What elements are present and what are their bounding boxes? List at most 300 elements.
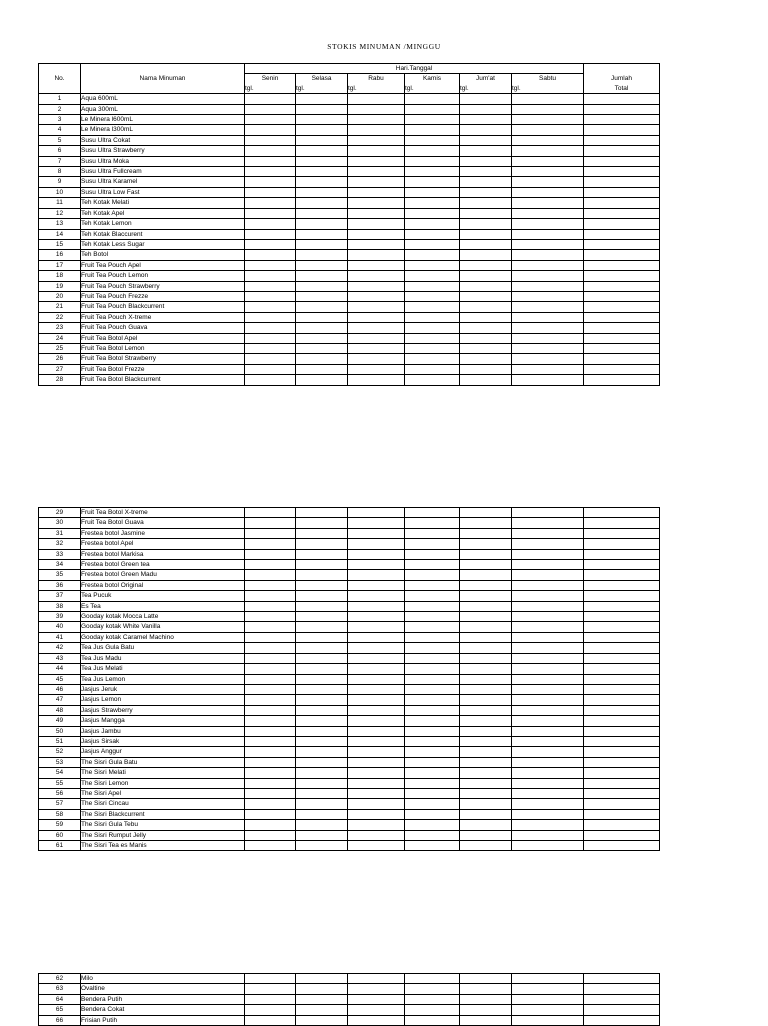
stock-cell[interactable]: [296, 684, 348, 694]
stock-cell[interactable]: [296, 539, 348, 549]
stock-cell[interactable]: [460, 591, 512, 601]
stock-cell[interactable]: [296, 570, 348, 580]
stock-cell[interactable]: [245, 768, 296, 778]
stock-cell[interactable]: [296, 560, 348, 570]
stock-cell[interactable]: [348, 312, 405, 322]
stock-cell[interactable]: [245, 612, 296, 622]
stock-cell[interactable]: [245, 830, 296, 840]
stock-cell[interactable]: [460, 612, 512, 622]
stock-cell[interactable]: [512, 508, 584, 518]
stock-cell[interactable]: [460, 695, 512, 705]
stock-cell[interactable]: [512, 560, 584, 570]
stock-cell[interactable]: [245, 994, 296, 1004]
stock-cell[interactable]: [460, 219, 512, 229]
stock-cell[interactable]: [296, 364, 348, 374]
stock-cell[interactable]: [296, 198, 348, 208]
stock-cell[interactable]: [460, 343, 512, 353]
total-cell[interactable]: [584, 601, 660, 611]
stock-cell[interactable]: [460, 156, 512, 166]
stock-cell[interactable]: [245, 841, 296, 851]
total-cell[interactable]: [584, 302, 660, 312]
stock-cell[interactable]: [512, 820, 584, 830]
stock-cell[interactable]: [405, 684, 460, 694]
stock-cell[interactable]: [405, 250, 460, 260]
stock-cell[interactable]: [405, 146, 460, 156]
total-cell[interactable]: [584, 622, 660, 632]
stock-cell[interactable]: [460, 684, 512, 694]
total-cell[interactable]: [584, 560, 660, 570]
stock-cell[interactable]: [245, 539, 296, 549]
stock-cell[interactable]: [348, 528, 405, 538]
stock-cell[interactable]: [512, 716, 584, 726]
stock-cell[interactable]: [512, 333, 584, 343]
stock-cell[interactable]: [405, 260, 460, 270]
total-cell[interactable]: [584, 1005, 660, 1015]
total-cell[interactable]: [584, 354, 660, 364]
stock-cell[interactable]: [405, 716, 460, 726]
stock-cell[interactable]: [296, 177, 348, 187]
total-cell[interactable]: [584, 747, 660, 757]
stock-cell[interactable]: [405, 281, 460, 291]
stock-cell[interactable]: [348, 570, 405, 580]
stock-cell[interactable]: [348, 716, 405, 726]
total-cell[interactable]: [584, 768, 660, 778]
stock-cell[interactable]: [245, 674, 296, 684]
stock-cell[interactable]: [245, 291, 296, 301]
total-cell[interactable]: [584, 333, 660, 343]
stock-cell[interactable]: [405, 664, 460, 674]
stock-cell[interactable]: [512, 104, 584, 114]
total-cell[interactable]: [584, 778, 660, 788]
stock-cell[interactable]: [460, 135, 512, 145]
stock-cell[interactable]: [460, 643, 512, 653]
stock-cell[interactable]: [405, 1005, 460, 1015]
stock-cell[interactable]: [512, 219, 584, 229]
stock-cell[interactable]: [405, 177, 460, 187]
stock-cell[interactable]: [512, 187, 584, 197]
stock-cell[interactable]: [296, 757, 348, 767]
stock-cell[interactable]: [348, 768, 405, 778]
stock-cell[interactable]: [460, 167, 512, 177]
stock-cell[interactable]: [512, 768, 584, 778]
stock-cell[interactable]: [296, 302, 348, 312]
stock-cell[interactable]: [512, 695, 584, 705]
stock-cell[interactable]: [460, 549, 512, 559]
stock-cell[interactable]: [512, 343, 584, 353]
stock-cell[interactable]: [512, 198, 584, 208]
stock-cell[interactable]: [348, 622, 405, 632]
stock-cell[interactable]: [512, 250, 584, 260]
stock-cell[interactable]: [512, 239, 584, 249]
stock-cell[interactable]: [405, 643, 460, 653]
total-cell[interactable]: [584, 271, 660, 281]
stock-cell[interactable]: [348, 115, 405, 125]
total-cell[interactable]: [584, 841, 660, 851]
stock-cell[interactable]: [245, 187, 296, 197]
stock-cell[interactable]: [405, 674, 460, 684]
stock-cell[interactable]: [245, 125, 296, 135]
stock-cell[interactable]: [348, 354, 405, 364]
stock-cell[interactable]: [512, 260, 584, 270]
stock-cell[interactable]: [460, 312, 512, 322]
total-cell[interactable]: [584, 312, 660, 322]
stock-cell[interactable]: [348, 664, 405, 674]
stock-cell[interactable]: [405, 518, 460, 528]
stock-cell[interactable]: [405, 768, 460, 778]
stock-cell[interactable]: [405, 115, 460, 125]
stock-cell[interactable]: [245, 757, 296, 767]
stock-cell[interactable]: [296, 632, 348, 642]
stock-cell[interactable]: [245, 778, 296, 788]
stock-cell[interactable]: [405, 788, 460, 798]
stock-cell[interactable]: [245, 208, 296, 218]
stock-cell[interactable]: [245, 271, 296, 281]
stock-cell[interactable]: [296, 622, 348, 632]
stock-cell[interactable]: [512, 549, 584, 559]
stock-cell[interactable]: [512, 94, 584, 104]
stock-cell[interactable]: [460, 375, 512, 385]
stock-cell[interactable]: [348, 167, 405, 177]
stock-cell[interactable]: [460, 653, 512, 663]
total-cell[interactable]: [584, 528, 660, 538]
stock-cell[interactable]: [512, 684, 584, 694]
total-cell[interactable]: [584, 820, 660, 830]
stock-cell[interactable]: [460, 716, 512, 726]
stock-cell[interactable]: [245, 1005, 296, 1015]
stock-cell[interactable]: [296, 104, 348, 114]
stock-cell[interactable]: [460, 125, 512, 135]
stock-cell[interactable]: [512, 208, 584, 218]
total-cell[interactable]: [584, 580, 660, 590]
stock-cell[interactable]: [245, 820, 296, 830]
total-cell[interactable]: [584, 705, 660, 715]
stock-cell[interactable]: [296, 528, 348, 538]
stock-cell[interactable]: [245, 239, 296, 249]
stock-cell[interactable]: [245, 146, 296, 156]
stock-cell[interactable]: [405, 757, 460, 767]
stock-cell[interactable]: [245, 364, 296, 374]
total-cell[interactable]: [584, 187, 660, 197]
stock-cell[interactable]: [460, 333, 512, 343]
stock-cell[interactable]: [245, 312, 296, 322]
stock-cell[interactable]: [245, 560, 296, 570]
stock-cell[interactable]: [405, 820, 460, 830]
total-cell[interactable]: [584, 539, 660, 549]
stock-cell[interactable]: [245, 591, 296, 601]
stock-cell[interactable]: [460, 778, 512, 788]
stock-cell[interactable]: [296, 591, 348, 601]
stock-cell[interactable]: [245, 115, 296, 125]
total-cell[interactable]: [584, 125, 660, 135]
stock-cell[interactable]: [296, 747, 348, 757]
stock-cell[interactable]: [348, 146, 405, 156]
stock-cell[interactable]: [245, 260, 296, 270]
stock-cell[interactable]: [512, 539, 584, 549]
stock-cell[interactable]: [460, 518, 512, 528]
total-cell[interactable]: [584, 94, 660, 104]
stock-cell[interactable]: [348, 705, 405, 715]
stock-cell[interactable]: [460, 187, 512, 197]
stock-cell[interactable]: [460, 799, 512, 809]
stock-cell[interactable]: [512, 601, 584, 611]
stock-cell[interactable]: [405, 219, 460, 229]
stock-cell[interactable]: [512, 354, 584, 364]
stock-cell[interactable]: [405, 239, 460, 249]
total-cell[interactable]: [584, 208, 660, 218]
stock-cell[interactable]: [460, 841, 512, 851]
total-cell[interactable]: [584, 830, 660, 840]
stock-cell[interactable]: [512, 177, 584, 187]
stock-cell[interactable]: [296, 653, 348, 663]
stock-cell[interactable]: [348, 1005, 405, 1015]
stock-cell[interactable]: [512, 281, 584, 291]
total-cell[interactable]: [584, 281, 660, 291]
stock-cell[interactable]: [512, 726, 584, 736]
total-cell[interactable]: [584, 736, 660, 746]
stock-cell[interactable]: [405, 580, 460, 590]
stock-cell[interactable]: [348, 778, 405, 788]
total-cell[interactable]: [584, 612, 660, 622]
stock-cell[interactable]: [512, 747, 584, 757]
stock-cell[interactable]: [245, 984, 296, 994]
stock-cell[interactable]: [245, 799, 296, 809]
stock-cell[interactable]: [296, 768, 348, 778]
stock-cell[interactable]: [245, 94, 296, 104]
stock-cell[interactable]: [460, 239, 512, 249]
stock-cell[interactable]: [348, 757, 405, 767]
stock-cell[interactable]: [348, 601, 405, 611]
stock-cell[interactable]: [460, 994, 512, 1004]
stock-cell[interactable]: [348, 302, 405, 312]
total-cell[interactable]: [584, 198, 660, 208]
stock-cell[interactable]: [296, 695, 348, 705]
stock-cell[interactable]: [245, 632, 296, 642]
stock-cell[interactable]: [245, 250, 296, 260]
stock-cell[interactable]: [348, 994, 405, 1004]
total-cell[interactable]: [584, 788, 660, 798]
stock-cell[interactable]: [348, 643, 405, 653]
stock-cell[interactable]: [296, 726, 348, 736]
stock-cell[interactable]: [296, 291, 348, 301]
stock-cell[interactable]: [348, 135, 405, 145]
total-cell[interactable]: [584, 219, 660, 229]
stock-cell[interactable]: [348, 271, 405, 281]
stock-cell[interactable]: [512, 799, 584, 809]
stock-cell[interactable]: [405, 167, 460, 177]
total-cell[interactable]: [584, 726, 660, 736]
stock-cell[interactable]: [405, 508, 460, 518]
stock-cell[interactable]: [348, 518, 405, 528]
stock-cell[interactable]: [348, 653, 405, 663]
stock-cell[interactable]: [348, 125, 405, 135]
total-cell[interactable]: [584, 994, 660, 1004]
stock-cell[interactable]: [348, 187, 405, 197]
stock-cell[interactable]: [405, 612, 460, 622]
stock-cell[interactable]: [245, 156, 296, 166]
stock-cell[interactable]: [245, 664, 296, 674]
stock-cell[interactable]: [348, 695, 405, 705]
stock-cell[interactable]: [460, 601, 512, 611]
stock-cell[interactable]: [460, 94, 512, 104]
stock-cell[interactable]: [348, 612, 405, 622]
stock-cell[interactable]: [460, 177, 512, 187]
stock-cell[interactable]: [296, 271, 348, 281]
stock-cell[interactable]: [348, 323, 405, 333]
stock-cell[interactable]: [405, 736, 460, 746]
stock-cell[interactable]: [245, 788, 296, 798]
stock-cell[interactable]: [245, 974, 296, 984]
total-cell[interactable]: [584, 291, 660, 301]
stock-cell[interactable]: [405, 778, 460, 788]
stock-cell[interactable]: [296, 994, 348, 1004]
stock-cell[interactable]: [245, 528, 296, 538]
stock-cell[interactable]: [405, 695, 460, 705]
stock-cell[interactable]: [460, 271, 512, 281]
stock-cell[interactable]: [348, 375, 405, 385]
stock-cell[interactable]: [512, 364, 584, 374]
stock-cell[interactable]: [405, 830, 460, 840]
stock-cell[interactable]: [296, 229, 348, 239]
total-cell[interactable]: [584, 974, 660, 984]
stock-cell[interactable]: [348, 539, 405, 549]
stock-cell[interactable]: [348, 684, 405, 694]
stock-cell[interactable]: [512, 788, 584, 798]
stock-cell[interactable]: [405, 747, 460, 757]
stock-cell[interactable]: [296, 312, 348, 322]
stock-cell[interactable]: [296, 643, 348, 653]
stock-cell[interactable]: [512, 323, 584, 333]
total-cell[interactable]: [584, 643, 660, 653]
stock-cell[interactable]: [348, 364, 405, 374]
stock-cell[interactable]: [512, 612, 584, 622]
stock-cell[interactable]: [245, 570, 296, 580]
stock-cell[interactable]: [348, 591, 405, 601]
stock-cell[interactable]: [460, 302, 512, 312]
stock-cell[interactable]: [245, 518, 296, 528]
total-cell[interactable]: [584, 716, 660, 726]
stock-cell[interactable]: [348, 198, 405, 208]
stock-cell[interactable]: [405, 323, 460, 333]
stock-cell[interactable]: [245, 343, 296, 353]
total-cell[interactable]: [584, 674, 660, 684]
stock-cell[interactable]: [348, 788, 405, 798]
total-cell[interactable]: [584, 508, 660, 518]
stock-cell[interactable]: [245, 508, 296, 518]
stock-cell[interactable]: [512, 291, 584, 301]
stock-cell[interactable]: [512, 664, 584, 674]
stock-cell[interactable]: [296, 799, 348, 809]
stock-cell[interactable]: [460, 974, 512, 984]
stock-cell[interactable]: [460, 281, 512, 291]
stock-cell[interactable]: [296, 809, 348, 819]
stock-cell[interactable]: [348, 104, 405, 114]
stock-cell[interactable]: [296, 125, 348, 135]
stock-cell[interactable]: [512, 570, 584, 580]
stock-cell[interactable]: [405, 705, 460, 715]
total-cell[interactable]: [584, 809, 660, 819]
stock-cell[interactable]: [512, 271, 584, 281]
stock-cell[interactable]: [460, 570, 512, 580]
stock-cell[interactable]: [245, 705, 296, 715]
stock-cell[interactable]: [296, 580, 348, 590]
stock-cell[interactable]: [348, 219, 405, 229]
total-cell[interactable]: [584, 146, 660, 156]
stock-cell[interactable]: [245, 375, 296, 385]
stock-cell[interactable]: [348, 343, 405, 353]
stock-cell[interactable]: [512, 312, 584, 322]
stock-cell[interactable]: [296, 156, 348, 166]
stock-cell[interactable]: [405, 984, 460, 994]
stock-cell[interactable]: [296, 375, 348, 385]
stock-cell[interactable]: [460, 757, 512, 767]
stock-cell[interactable]: [405, 312, 460, 322]
stock-cell[interactable]: [460, 115, 512, 125]
stock-cell[interactable]: [405, 841, 460, 851]
stock-cell[interactable]: [460, 104, 512, 114]
stock-cell[interactable]: [512, 1005, 584, 1015]
stock-cell[interactable]: [405, 799, 460, 809]
stock-cell[interactable]: [460, 788, 512, 798]
stock-cell[interactable]: [405, 333, 460, 343]
stock-cell[interactable]: [245, 643, 296, 653]
stock-cell[interactable]: [296, 187, 348, 197]
stock-cell[interactable]: [405, 809, 460, 819]
stock-cell[interactable]: [460, 768, 512, 778]
stock-cell[interactable]: [348, 841, 405, 851]
stock-cell[interactable]: [348, 94, 405, 104]
stock-cell[interactable]: [348, 984, 405, 994]
stock-cell[interactable]: [460, 1005, 512, 1015]
total-cell[interactable]: [584, 757, 660, 767]
stock-cell[interactable]: [405, 354, 460, 364]
stock-cell[interactable]: [512, 146, 584, 156]
total-cell[interactable]: [584, 570, 660, 580]
total-cell[interactable]: [584, 799, 660, 809]
stock-cell[interactable]: [348, 809, 405, 819]
total-cell[interactable]: [584, 156, 660, 166]
stock-cell[interactable]: [296, 674, 348, 684]
stock-cell[interactable]: [460, 820, 512, 830]
stock-cell[interactable]: [348, 736, 405, 746]
stock-cell[interactable]: [460, 208, 512, 218]
stock-cell[interactable]: [460, 632, 512, 642]
stock-cell[interactable]: [348, 260, 405, 270]
stock-cell[interactable]: [245, 653, 296, 663]
stock-cell[interactable]: [460, 229, 512, 239]
stock-cell[interactable]: [348, 208, 405, 218]
stock-cell[interactable]: [405, 560, 460, 570]
stock-cell[interactable]: [512, 518, 584, 528]
stock-cell[interactable]: [296, 788, 348, 798]
stock-cell[interactable]: [348, 580, 405, 590]
stock-cell[interactable]: [460, 726, 512, 736]
stock-cell[interactable]: [405, 187, 460, 197]
stock-cell[interactable]: [405, 570, 460, 580]
stock-cell[interactable]: [512, 736, 584, 746]
total-cell[interactable]: [584, 984, 660, 994]
stock-cell[interactable]: [245, 601, 296, 611]
stock-cell[interactable]: [296, 778, 348, 788]
stock-cell[interactable]: [512, 643, 584, 653]
stock-cell[interactable]: [405, 156, 460, 166]
stock-cell[interactable]: [405, 622, 460, 632]
stock-cell[interactable]: [245, 736, 296, 746]
stock-cell[interactable]: [296, 343, 348, 353]
stock-cell[interactable]: [405, 726, 460, 736]
stock-cell[interactable]: [460, 146, 512, 156]
total-cell[interactable]: [584, 549, 660, 559]
stock-cell[interactable]: [460, 830, 512, 840]
